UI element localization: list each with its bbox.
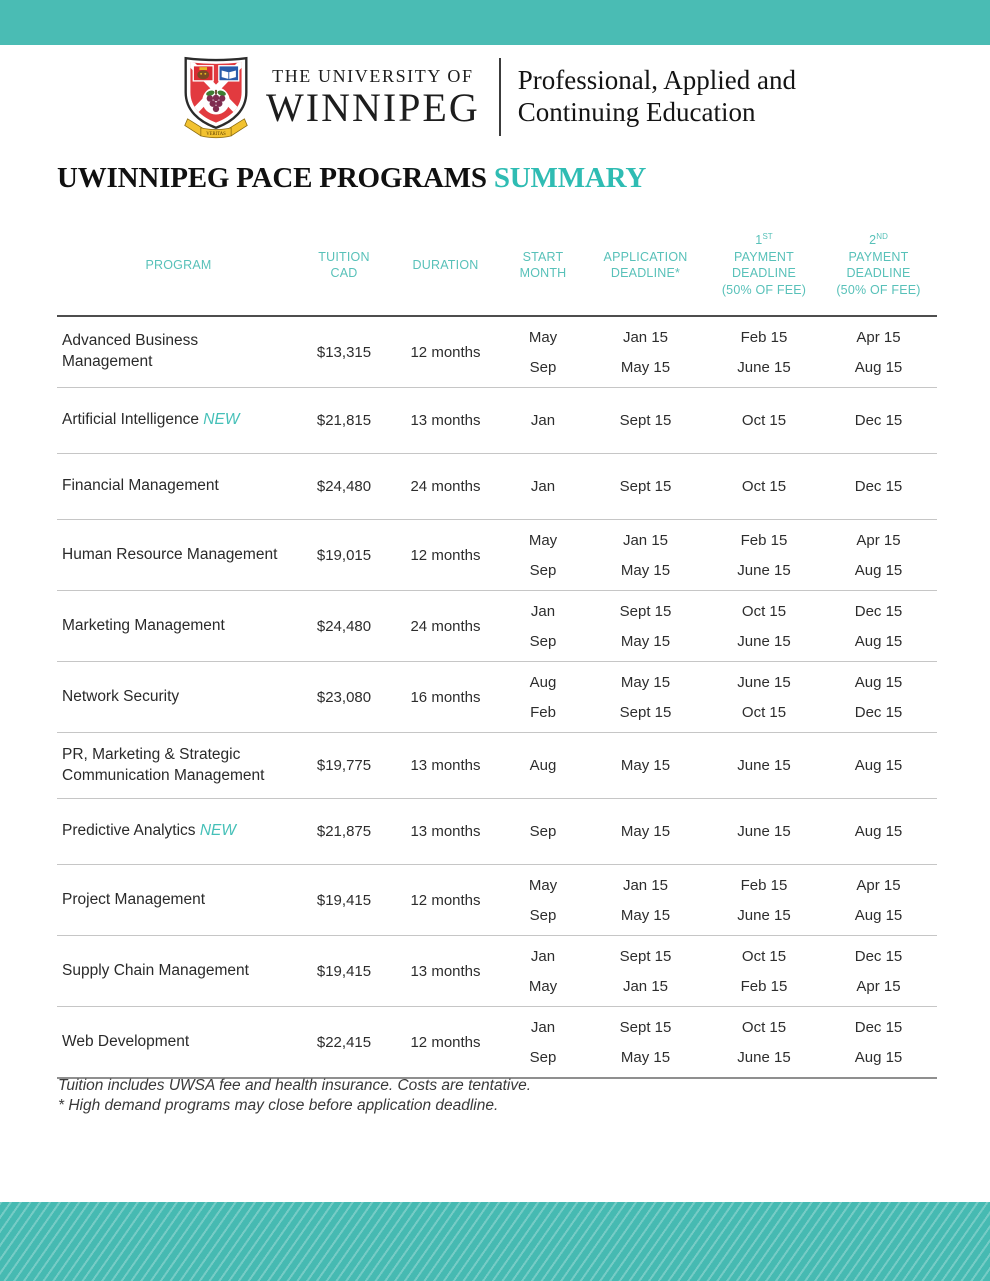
payment2-deadline-cell: Aug 15 [854,673,903,691]
program-name: Network Security [62,687,180,705]
schedule-line [503,674,937,691]
duration-cell: 12 months [410,343,481,361]
schedule-cells [503,1007,937,1077]
schedule-line [503,823,937,840]
duration-cell: 12 months [410,891,481,909]
payment1-deadline-cell: Feb 15 [740,977,788,995]
schedule-line [503,978,937,995]
program-name: Artificial Intelligence [62,411,199,429]
application-deadline-cell: Sept 15 [619,602,672,620]
col-header-payment2-deadline: 2ND PAYMENT DEADLINE (50% OF FEE) [836,231,921,297]
start-month-cell: Sep [529,906,557,924]
schedule-line [503,603,937,620]
payment1-deadline-cell: Feb 15 [740,531,788,549]
duration-cell: 24 months [410,617,481,635]
start-month-cell: May [528,531,558,549]
program-name-cell [57,936,300,1006]
program-name-cell [57,662,300,732]
program-name: Predictive Analytics [62,822,196,840]
owl-icon [193,66,213,81]
tuition-cell: $21,875 [316,823,372,840]
col-header-payment1-deadline: 1ST PAYMENT DEADLINE (50% OF FEE) [721,231,807,297]
division-line2: Continuing Education [517,97,756,127]
payment2-deadline-cell: Aug 15 [854,823,903,840]
col-header-program: PROGRAM [145,257,212,272]
schedule-cells [503,317,937,387]
start-month-cell: Sep [529,823,557,840]
table-row [57,936,937,1007]
application-deadline-cell: May 15 [620,561,671,579]
tuition-cell: $19,415 [316,962,372,980]
application-deadline-cell: Jan 15 [622,328,669,346]
program-name-cell [57,591,300,661]
col-header-application-deadline: APPLICATION DEADLINE* [603,249,688,280]
payment1-deadline-cell: Feb 15 [740,876,788,894]
start-month-cell: May [528,977,558,995]
application-deadline-cell: Jan 15 [622,531,669,549]
table-row [57,317,937,388]
payment2-deadline-cell: Dec 15 [854,703,903,721]
schedule-line [503,757,937,774]
schedule-line [503,704,937,721]
brand-header [180,52,796,142]
table-row [57,388,937,454]
schedule-cells [503,936,937,1006]
col-header-tuition: TUITION CAD [318,249,370,280]
program-name: Financial Management [62,477,219,495]
payment1-deadline-cell: June 15 [737,632,791,650]
application-deadline-cell: Sept 15 [619,947,672,965]
application-deadline-cell: May 15 [620,673,671,691]
page-title-black: UWINNIPEG PACE PROGRAMS [57,162,487,194]
payment2-deadline-cell: Dec 15 [854,412,903,429]
start-month-cell: Sep [529,561,557,579]
division-name [518,65,796,128]
payment1-deadline-cell: Oct 15 [741,1018,787,1036]
duration-cell: 12 months [410,1033,481,1051]
schedule-cells [503,865,937,935]
table-row [57,1007,937,1079]
schedule-line [503,412,937,429]
duration-cell: 12 months [410,546,481,564]
duration-cell: 13 months [410,823,481,840]
table-row [57,799,937,865]
schedule-cells [503,733,937,798]
application-deadline-cell: May 15 [620,906,671,924]
schedule-line [503,877,937,894]
program-name-cell [57,865,300,935]
new-badge: NEW [195,822,236,840]
university-wordmark [266,66,480,129]
university-crest-icon [180,52,252,142]
schedule-cells [503,388,937,453]
start-month-cell: Jan [530,412,556,429]
table-header-row [57,215,937,317]
brand-divider-line [499,58,501,136]
program-name-cell [57,799,300,864]
tuition-cell: $23,080 [316,688,372,706]
schedule-line [503,562,937,579]
col-header-start-month: START MONTH [519,249,567,280]
tuition-cell: $21,815 [316,412,372,429]
programs-table [57,215,937,1079]
payment2-deadline-cell: Apr 15 [856,531,901,549]
start-month-cell: May [528,328,558,346]
tuition-cell: $19,415 [316,891,372,909]
table-row [57,662,937,733]
payment2-deadline-cell: Aug 15 [854,906,903,924]
payment1-deadline-cell: Oct 15 [741,602,787,620]
schedule-line [503,1019,937,1036]
application-deadline-cell: Sept 15 [619,478,672,495]
schedule-cells [503,520,937,590]
payment2-deadline-cell: Apr 15 [856,876,901,894]
payment1-deadline-cell: Feb 15 [740,328,788,346]
payment2-deadline-cell: Apr 15 [856,328,901,346]
division-line1: Professional, Applied and [517,65,796,96]
payment1-deadline-cell: Oct 15 [741,703,787,721]
start-month-cell: Feb [530,703,556,721]
start-month-cell: Sep [529,358,557,376]
duration-cell: 13 months [410,962,481,980]
payment2-deadline-cell: Dec 15 [854,478,903,495]
table-body [57,317,937,1079]
duration-cell: 13 months [410,757,481,774]
table-row [57,865,937,936]
payment2-deadline-cell: Dec 15 [854,1018,903,1036]
schedule-line [503,1049,937,1066]
payment2-deadline-cell: Aug 15 [854,1048,903,1066]
start-month-cell: Aug [529,757,557,774]
table-row [57,733,937,799]
application-deadline-cell: May 15 [620,823,671,840]
program-name-cell [57,1007,300,1077]
payment1-deadline-cell: Oct 15 [741,478,787,495]
page-title-teal: SUMMARY [493,162,647,194]
payment1-deadline-cell: June 15 [737,823,791,840]
payment2-deadline-cell: Aug 15 [854,561,903,579]
payment2-deadline-cell: Dec 15 [854,947,903,965]
schedule-line [503,329,937,346]
application-deadline-cell: Sept 15 [619,703,672,721]
start-month-cell: May [528,876,558,894]
application-deadline-cell: Sept 15 [619,1018,672,1036]
payment2-deadline-cell: Apr 15 [856,977,901,995]
program-name-cell [57,520,300,590]
new-badge: NEW [198,411,240,429]
payment1-deadline-cell: Oct 15 [741,947,787,965]
footer-striped-band [0,1202,990,1281]
start-month-cell: Jan [530,602,556,620]
table-row [57,591,937,662]
application-deadline-cell: Jan 15 [622,977,669,995]
schedule-cells [503,591,937,661]
open-book-icon [219,66,239,81]
duration-cell: 16 months [410,688,481,706]
schedule-line [503,907,937,924]
payment1-deadline-cell: June 15 [737,757,791,774]
schedule-cells [503,662,937,732]
tuition-cell: $24,480 [316,478,372,495]
duration-cell: 24 months [410,478,481,495]
footnote-tuition: Tuition includes UWSA fee and health insurance. Costs are tentative. [58,1077,531,1094]
application-deadline-cell: May 15 [620,1048,671,1066]
payment2-deadline-cell: Dec 15 [854,602,903,620]
start-month-cell: Jan [530,1018,556,1036]
schedule-line [503,633,937,650]
top-accent-bar [0,0,990,45]
program-name: PR, Marketing & Strategic Communication Management [62,745,265,784]
schedule-cells [503,799,937,864]
program-name: Human Resource Management [62,545,278,563]
start-month-cell: Aug [529,673,557,691]
payment1-deadline-cell: June 15 [737,358,791,376]
program-name-cell [57,733,300,798]
program-name-cell [57,454,300,519]
payment1-deadline-cell: June 15 [737,906,791,924]
table-row [57,454,937,520]
application-deadline-cell: Sept 15 [619,412,672,429]
tuition-cell: $19,015 [316,546,372,564]
payment2-deadline-cell: Aug 15 [854,757,903,774]
payment2-deadline-cell: Aug 15 [854,632,903,650]
start-month-cell: Sep [529,632,557,650]
footnotes [58,1076,531,1116]
program-name: Supply Chain Management [62,961,249,979]
start-month-cell: Jan [530,947,556,965]
application-deadline-cell: May 15 [620,757,671,774]
program-name: Web Development [62,1032,190,1050]
program-name: Marketing Management [62,616,225,634]
program-name: Advanced Business Management [62,332,199,370]
crest-motto-text: VERITAS [206,132,226,138]
schedule-cells [503,454,937,519]
tuition-cell: $22,415 [316,1033,372,1051]
payment2-deadline-cell: Aug 15 [854,358,903,376]
tuition-cell: $24,480 [316,617,372,635]
tuition-cell: $13,315 [316,343,372,361]
program-name-cell [57,388,300,453]
tuition-cell: $19,775 [316,757,372,774]
payment1-deadline-cell: June 15 [737,1048,791,1066]
wordmark-line2: WINNIPEG [266,84,480,130]
application-deadline-cell: Jan 15 [622,876,669,894]
program-name-cell [57,317,300,387]
footnote-deadline: * High demand programs may close before application deadline. [58,1097,499,1114]
payment1-deadline-cell: Oct 15 [741,412,787,429]
col-header-duration: DURATION [412,257,479,272]
schedule-line [503,948,937,965]
table-row [57,520,937,591]
payment1-deadline-cell: June 15 [737,673,791,691]
schedule-line [503,532,937,549]
page-title [57,162,646,195]
program-name: Project Management [62,890,206,908]
duration-cell: 13 months [410,412,481,429]
application-deadline-cell: May 15 [620,358,671,376]
payment1-deadline-cell: June 15 [737,561,791,579]
application-deadline-cell: May 15 [620,632,671,650]
schedule-line [503,359,937,376]
schedule-line [503,478,937,495]
start-month-cell: Sep [529,1048,557,1066]
start-month-cell: Jan [530,478,556,495]
wordmark-line1: THE UNIVERSITY OF [272,65,474,86]
